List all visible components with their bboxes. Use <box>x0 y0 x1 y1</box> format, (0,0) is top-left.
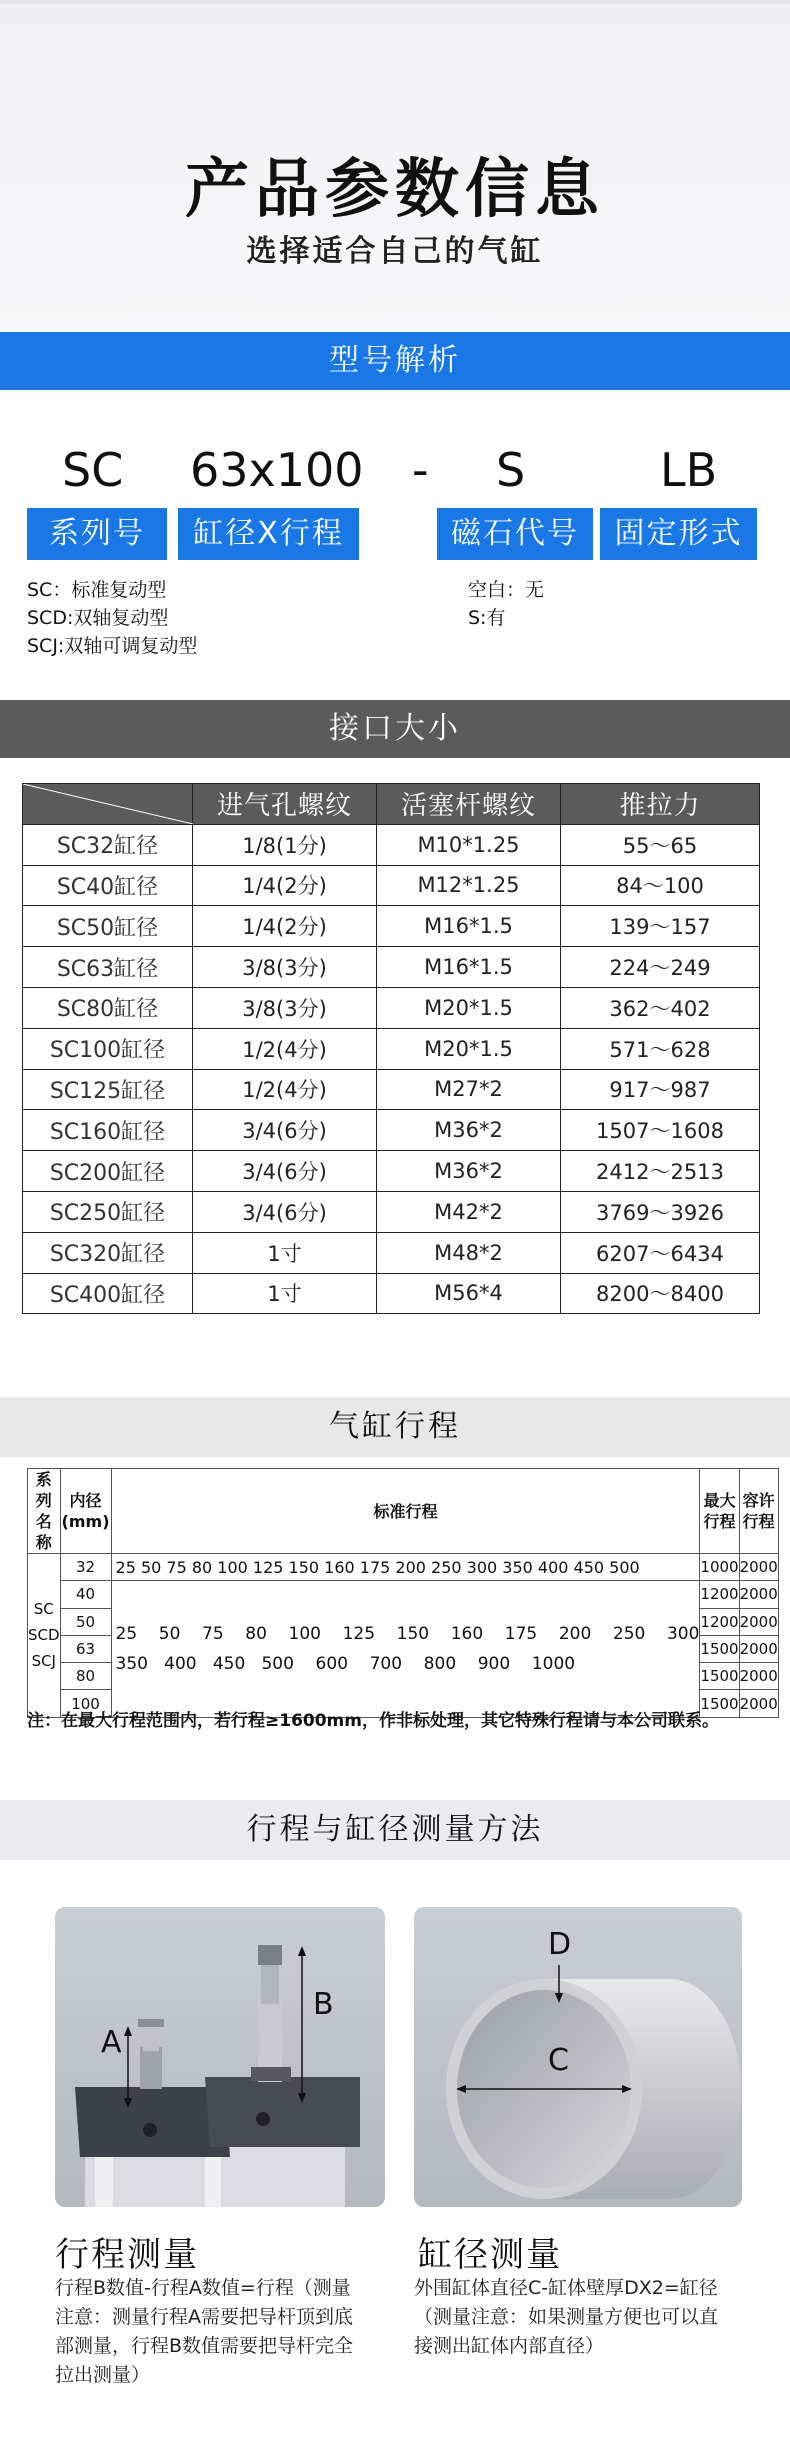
force-cell: 362～402 <box>561 987 760 1028</box>
text-line: 行程B数值-行程A数值=行程（测量 <box>55 2277 351 2299</box>
table-row <box>23 1273 760 1314</box>
force-cell: 55～65 <box>561 824 760 865</box>
header-port-thread: 进气孔螺纹 <box>193 784 377 825</box>
code-dash: - <box>412 443 429 497</box>
text-line: （测量注意：如果测量方便也可以直 <box>414 2306 719 2328</box>
label-a: A <box>101 2025 122 2060</box>
interface-table-body <box>23 824 760 1314</box>
allowed-stroke-cell: 2000 <box>739 1581 778 1608</box>
stroke-note: 注：在最大行程范围内，若行程≥1600mm，作非标处理，其它特殊行程请与本公司联系。 <box>27 1711 719 1731</box>
bore-cell: SC100缸径 <box>23 1028 193 1069</box>
rod-thread-cell: M36*2 <box>377 1151 561 1192</box>
bore-measure-image <box>414 1907 742 2207</box>
text-line: 接测出缸体内部直径） <box>414 2335 605 2357</box>
label-c: C <box>548 2043 569 2078</box>
port-thread-cell: 3/8(3分) <box>193 987 377 1028</box>
header-standard-stroke: 标准行程 <box>111 1469 700 1554</box>
interface-band <box>0 700 790 758</box>
force-cell: 2412～2513 <box>561 1151 760 1192</box>
stroke-header-row <box>28 1469 779 1554</box>
max-stroke-cell: 1200 <box>700 1581 739 1608</box>
table-row <box>23 1069 760 1110</box>
table-row <box>23 1191 760 1232</box>
rod-thread-cell: M56*4 <box>377 1273 561 1314</box>
port-thread-cell: 1寸 <box>193 1273 377 1314</box>
max-stroke-cell: 1200 <box>700 1608 739 1635</box>
standard-stroke-group-cell <box>111 1581 700 1717</box>
tag-bore-stroke: 缸径X行程 <box>178 508 359 560</box>
port-thread-cell: 3/4(6分) <box>193 1110 377 1151</box>
code-magnet: S <box>496 443 526 497</box>
model-band <box>0 332 790 390</box>
bore-cell: SC63缸径 <box>23 947 193 988</box>
header-allowed-stroke: 容许行程 <box>739 1469 778 1554</box>
rod-thread-cell: M48*2 <box>377 1232 561 1273</box>
interface-table <box>22 783 760 1314</box>
text-line: 部测量，行程B数值需要把导杆完全 <box>55 2335 354 2357</box>
diagonal-line <box>23 784 193 824</box>
bore-cell: SC200缸径 <box>23 1151 193 1192</box>
table-row <box>23 947 760 988</box>
measure-band <box>0 1800 790 1860</box>
max-stroke-cell: 1500 <box>700 1690 739 1717</box>
magnet-description <box>468 576 544 632</box>
bore-cell: SC50缸径 <box>23 906 193 947</box>
rod-thread-cell: M20*1.5 <box>377 1028 561 1069</box>
text-line: 注意：测量行程A需要把导杆顶到底 <box>55 2306 353 2328</box>
force-cell: 84～100 <box>561 865 760 906</box>
port-thread-cell: 1/4(2分) <box>193 865 377 906</box>
table-row <box>23 1028 760 1069</box>
table-row <box>23 1232 760 1273</box>
bore-measure-title: 缸径测量 <box>418 2235 562 2275</box>
force-cell: 571～628 <box>561 1028 760 1069</box>
code-series: SC <box>62 443 124 497</box>
label-d: D <box>548 1927 572 1962</box>
text-line: 外围缸体直径C-缸体壁厚DX2=缸径 <box>414 2277 718 2299</box>
series-desc-scj: SCJ:双轴可调复动型 <box>27 635 198 657</box>
rod-thread-cell: M12*1.25 <box>377 865 561 906</box>
series-desc-scd: SCD:双轴复动型 <box>27 607 169 629</box>
bore-cell: 80 <box>60 1663 111 1690</box>
rod-thread-cell: M16*1.5 <box>377 947 561 988</box>
max-stroke-cell: 1500 <box>700 1663 739 1690</box>
bore-cell: SC125缸径 <box>23 1069 193 1110</box>
label-b: B <box>313 1987 334 2022</box>
bore-cell: SC80缸径 <box>23 987 193 1028</box>
bore-cell: 63 <box>60 1635 111 1662</box>
measure-band-title: 行程与缸径测量方法 <box>246 1812 544 1847</box>
port-thread-cell: 1寸 <box>193 1232 377 1273</box>
table-row <box>23 824 760 865</box>
standard-stroke-line: 25 50 75 80 100 125 150 160 175 200 250 300 <box>115 1624 700 1645</box>
table-row <box>23 1110 760 1151</box>
force-cell: 917～987 <box>561 1069 760 1110</box>
bore-cell: SC250缸径 <box>23 1191 193 1232</box>
table-row <box>23 906 760 947</box>
max-stroke-cell: 1000 <box>700 1554 739 1581</box>
force-cell: 139～157 <box>561 906 760 947</box>
stroke-band-title: 气缸行程 <box>329 1409 461 1444</box>
tag-series: 系列号 <box>27 508 167 560</box>
bore-cell: 50 <box>60 1608 111 1635</box>
port-thread-cell: 3/4(6分) <box>193 1151 377 1192</box>
stroke-measure-title: 行程测量 <box>55 2235 199 2275</box>
table-corner-cell <box>23 784 193 825</box>
allowed-stroke-cell: 2000 <box>739 1608 778 1635</box>
stroke-band <box>0 1397 790 1457</box>
series-scj: SCJ <box>31 1652 56 1671</box>
header-rod-thread: 活塞杆螺纹 <box>377 784 561 825</box>
tag-magnet: 磁石代号 <box>437 508 593 560</box>
rod-thread-cell: M10*1.25 <box>377 824 561 865</box>
standard-stroke-cell: 25 50 75 80 100 125 150 160 175 200 250 300 350 400 450 500 <box>111 1554 700 1581</box>
series-scd: SCD <box>28 1626 60 1645</box>
force-cell: 3769～3926 <box>561 1191 760 1232</box>
allowed-stroke-cell: 2000 <box>739 1554 778 1581</box>
table-row <box>23 987 760 1028</box>
allowed-stroke-cell: 2000 <box>739 1690 778 1717</box>
header-bore: 内径(mm) <box>60 1469 111 1554</box>
allowed-stroke-cell: 2000 <box>739 1663 778 1690</box>
force-cell: 224～249 <box>561 947 760 988</box>
port-thread-cell: 1/4(2分) <box>193 906 377 947</box>
force-cell: 1507～1608 <box>561 1110 760 1151</box>
interface-band-title: 接口大小 <box>329 711 461 746</box>
port-thread-cell: 1/2(4分) <box>193 1028 377 1069</box>
port-thread-cell: 3/8(3分) <box>193 947 377 988</box>
tube-illustration <box>414 1907 742 2207</box>
header-force: 推拉力 <box>561 784 760 825</box>
force-cell: 6207～6434 <box>561 1232 760 1273</box>
force-cell: 8200～8400 <box>561 1273 760 1314</box>
bore-cell: SC400缸径 <box>23 1273 193 1314</box>
hero-section <box>0 0 790 330</box>
bore-cell: SC160缸径 <box>23 1110 193 1151</box>
rod-thread-cell: M42*2 <box>377 1191 561 1232</box>
rod-thread-cell: M27*2 <box>377 1069 561 1110</box>
port-thread-cell: 3/4(6分) <box>193 1191 377 1232</box>
code-mount: LB <box>660 443 718 497</box>
port-thread-cell: 1/2(4分) <box>193 1069 377 1110</box>
max-stroke-cell: 1500 <box>700 1635 739 1662</box>
table-row <box>28 1554 779 1581</box>
bore-cell: 32 <box>60 1554 111 1581</box>
series-sc: SC <box>33 1600 54 1619</box>
allowed-stroke-cell: 2000 <box>739 1635 778 1662</box>
stroke-measure-text <box>55 2274 385 2390</box>
series-cell <box>28 1554 61 1718</box>
text-line: 拉出测量） <box>55 2364 151 2386</box>
port-thread-cell: 1/8(1分) <box>193 824 377 865</box>
stroke-table <box>27 1468 779 1718</box>
standard-stroke-line: 350 400 450 500 600 700 800 900 1000 <box>115 1654 576 1675</box>
bore-measure-text <box>414 2274 754 2361</box>
model-band-title: 型号解析 <box>329 343 461 378</box>
bore-cell: SC320缸径 <box>23 1232 193 1273</box>
bore-cell: 40 <box>60 1581 111 1608</box>
magnet-desc-none: 空白：无 <box>468 579 545 601</box>
page-title: 产品参数信息 <box>185 153 605 227</box>
bore-cell: 100 <box>60 1690 111 1717</box>
header-series-name: 系列名称 <box>28 1469 61 1554</box>
rod-thread-cell: M20*1.5 <box>377 987 561 1028</box>
code-bore-stroke: 63x100 <box>190 443 364 497</box>
rod-thread-cell: M36*2 <box>377 1110 561 1151</box>
bore-cell: SC32缸径 <box>23 824 193 865</box>
table-header-row <box>23 784 760 825</box>
series-desc-sc: SC：标准复动型 <box>27 579 167 601</box>
table-row <box>28 1581 779 1608</box>
header-max-stroke: 最大行程 <box>700 1469 739 1554</box>
stroke-measure-image <box>55 1907 385 2207</box>
table-row <box>23 1151 760 1192</box>
series-description <box>27 576 197 660</box>
rod-thread-cell: M16*1.5 <box>377 906 561 947</box>
page-subtitle: 选择适合自己的气缸 <box>246 234 544 269</box>
magnet-desc-yes: S:有 <box>468 607 506 629</box>
tag-mount: 固定形式 <box>600 508 757 560</box>
divider <box>0 0 790 4</box>
table-row <box>23 865 760 906</box>
bore-cell: SC40缸径 <box>23 865 193 906</box>
